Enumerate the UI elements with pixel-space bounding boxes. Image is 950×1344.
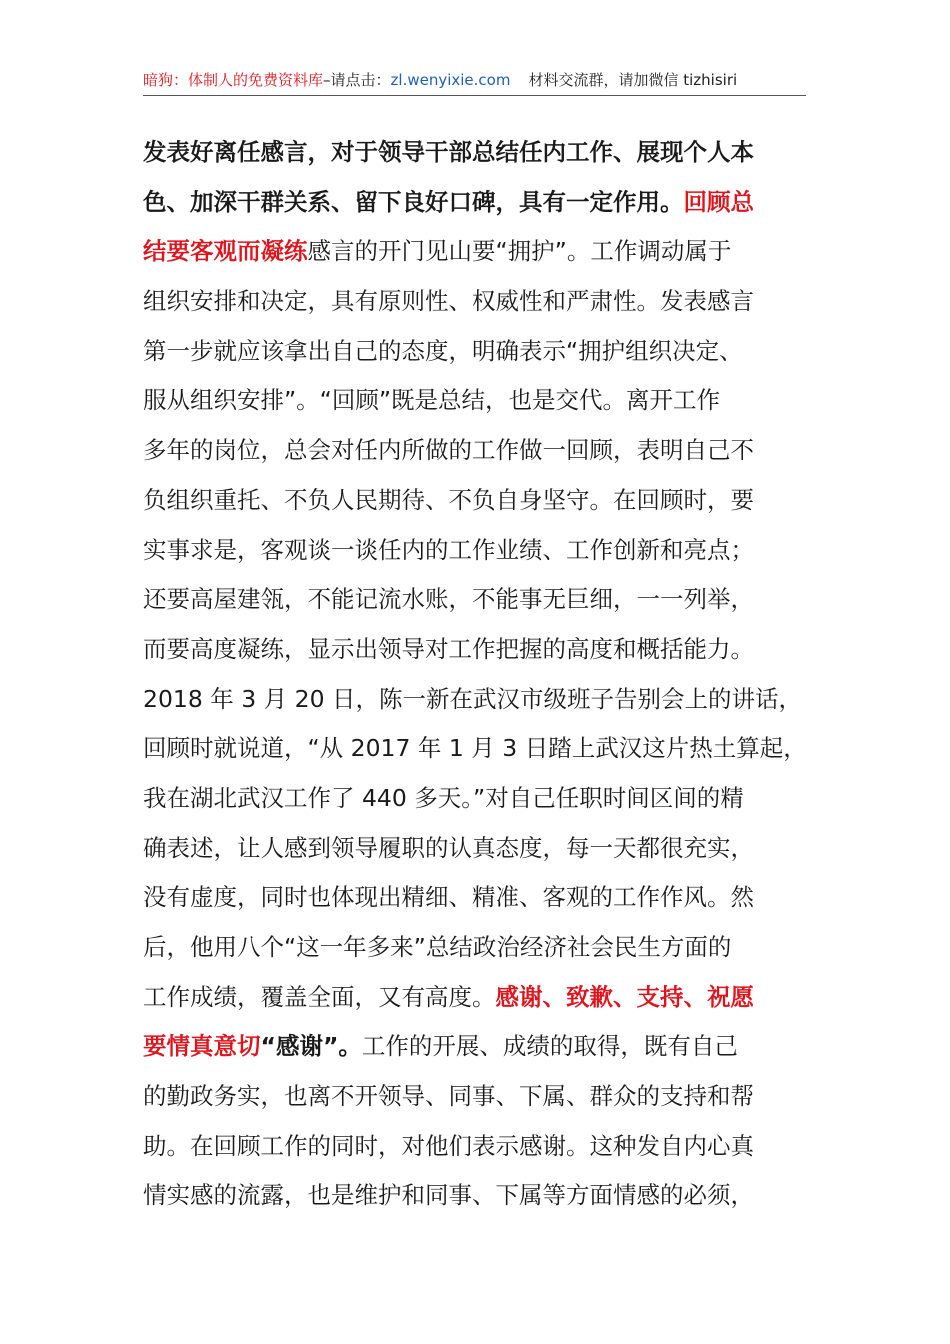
text-line xyxy=(143,923,823,973)
text-segment: 发表好离任感言，对于领导干部总结任内工作、展现个人本 xyxy=(143,138,754,166)
text-line xyxy=(143,724,823,774)
text-segment: 工作的开展、成绩的取得，既有自己 xyxy=(361,1032,738,1061)
highlight-text: 结要客观而凝练 xyxy=(143,237,308,266)
text-segment: 还要高屋建瓴，不能记流水账，不能事无巨细，一一列举， xyxy=(143,585,754,614)
text-line xyxy=(143,824,823,874)
text-segment: 多年的岗位，总会对任内所做的工作做一回顾，表明自己不 xyxy=(143,436,754,465)
text-line xyxy=(143,675,823,725)
text-segment: 情实感的流露，也是维护和同事、下属等方面情感的必须， xyxy=(143,1181,754,1210)
text-line xyxy=(143,526,823,576)
text-line xyxy=(143,128,823,178)
text-segment: 而要高度凝练，显示出领导对工作把握的高度和概括能力。 xyxy=(143,634,754,663)
text-segment: 没有虚度，同时也体现出精细、精准、客观的工作作风。然 xyxy=(143,883,754,912)
header-site-label: 暗狗：体制人的免费资料库 xyxy=(143,71,324,89)
text-line xyxy=(143,1171,823,1221)
text-line xyxy=(143,575,823,625)
text-segment: 的勤政务实，也离不开领导、同事、下属、群众的支持和帮 xyxy=(143,1082,754,1111)
text-line xyxy=(143,1022,823,1072)
text-segment: 第一步就应该拿出自己的态度，明确表示“拥护组织决定、 xyxy=(143,336,743,365)
text-segment: 色、加深干群关系、留下良好口碑，具有一定作用。 xyxy=(143,187,684,216)
text-line xyxy=(143,426,823,476)
text-line xyxy=(143,227,823,277)
page-header xyxy=(143,70,806,94)
text-segment: 工作成绩，覆盖全面，又有高度。 xyxy=(143,982,496,1011)
header-click-label: –请点击： xyxy=(323,71,391,89)
header-url-link[interactable]: zl.wenyixie.com xyxy=(390,71,511,89)
text-line xyxy=(143,476,823,526)
text-line xyxy=(143,1072,823,1122)
text-segment: 感言的开门见山要“拥护”。工作调动属于 xyxy=(307,237,732,266)
text-segment: 实事求是，客观谈一谈任内的工作业绩、工作创新和亮点； xyxy=(143,535,754,564)
highlight-text: 要情真意切 xyxy=(143,1032,261,1061)
text-segment: 确表述，让人感到领导履职的认真态度，每一天都很充实， xyxy=(143,833,754,862)
header-wechat-note: 材料交流群，请加微信 tizhisiri xyxy=(528,71,738,89)
highlight-text: 感谢、致歉、支持、祝愿 xyxy=(495,982,754,1011)
text-line xyxy=(143,277,823,327)
text-line xyxy=(143,873,823,923)
text-segment: “感谢”。 xyxy=(260,1032,362,1061)
text-line xyxy=(143,327,823,377)
text-segment: 后，他用八个“这一年多来”总结政治经济社会民生方面的 xyxy=(143,933,732,961)
text-segment: 2018 年 3 月 20 日，陈一新在武汉市级班子告别会上的讲话， xyxy=(143,684,803,713)
body-text xyxy=(143,128,823,1221)
text-line xyxy=(143,1122,823,1172)
text-line xyxy=(143,376,823,426)
text-segment: 我在湖北武汉工作了 440 多天。”对自己任职时间区间的精 xyxy=(143,783,744,812)
highlight-text: 回顾总 xyxy=(683,187,754,216)
text-line xyxy=(143,625,823,675)
text-segment: 服从组织安排”。“回顾”既是总结，也是交代。离开工作 xyxy=(143,386,721,415)
text-line xyxy=(143,774,823,824)
text-segment: 负组织重托、不负人民期待、不负自身坚守。在回顾时，要 xyxy=(143,485,754,514)
text-segment: 组织安排和决定，具有原则性、权威性和严肃性。发表感言 xyxy=(143,287,754,316)
text-line xyxy=(143,178,823,228)
text-line xyxy=(143,973,823,1023)
header-divider xyxy=(143,95,806,96)
text-segment: 助。在回顾工作的同时，对他们表示感谢。这种发自内心真 xyxy=(143,1131,754,1160)
text-segment: 回顾时就说道，“从 2017 年 1 月 3 日踏上武汉这片热土算起， xyxy=(143,734,807,763)
